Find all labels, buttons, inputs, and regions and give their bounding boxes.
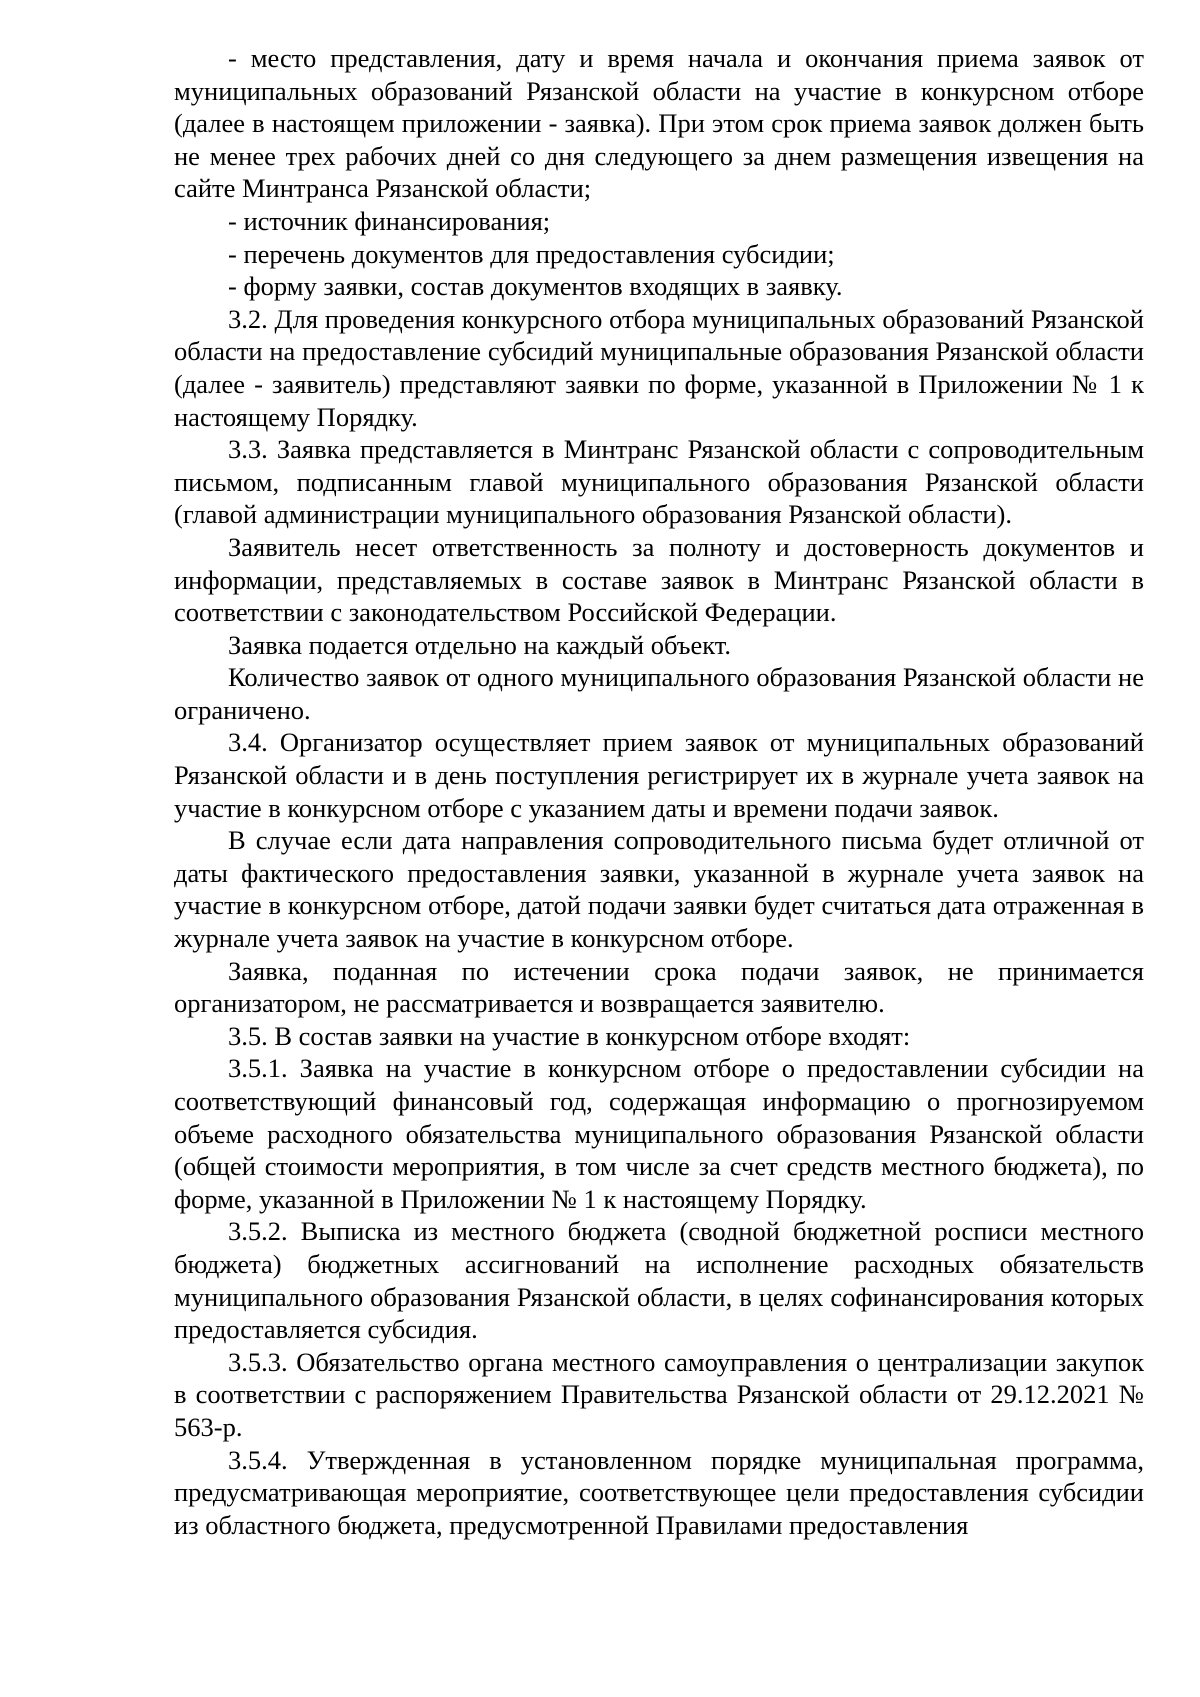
paragraph-section-3-5-1: 3.5.1. Заявка на участие в конкурсном отборе о предоставлении субсидии на соответствующий финансовый год, содержащая информацию о прогнозируемом объеме расходного обязательства муниципального образования Рязанской области (общей стоимости мероприятия, в том числе за счет средств местного бюджета), по форме, указанной в Приложении № 1 к настоящему Порядку. bbox=[174, 1053, 1144, 1214]
paragraph-submission-date: В случае если дата направления сопроводительного письма будет отличной от даты фактического предоставления заявки, указанной в журнале учета заявок на участие в конкурсном отборе, датой подачи заявки будет считаться дата отраженная в журнале учета заявок на участие в конкурсном отборе. bbox=[174, 825, 1144, 954]
paragraph-section-3-5-2: 3.5.2. Выписка из местного бюджета (сводной бюджетной росписи местного бюджета) бюджетных ассигнований на исполнение расходных обязательств муниципального образования Рязанской области, в целях софинансирования которых предоставляется субсидия. bbox=[174, 1216, 1144, 1345]
paragraph-section-3-2: 3.2. Для проведения конкурсного отбора муниципальных образований Рязанской области на предоставление субсидий муниципальные образования Рязанской области (далее - заявитель) представляют заявки по форме, указанной в Приложении № 1 к настоящему Порядку. bbox=[174, 303, 1144, 432]
paragraph-section-3-5-4: 3.5.4. Утвержденная в установленном порядке муниципальная программа, предусматривающая мероприятие, соответствующее цели предоставления субсидии из областного бюджета, предусмотренной Правилами предоставления bbox=[174, 1444, 1144, 1540]
paragraph-section-3-3: 3.3. Заявка представляется в Минтранс Рязанской области с сопроводительным письмом, подписанным главой муниципального образования Рязанской области (главой администрации муниципального образования Рязанской области). bbox=[174, 434, 1144, 530]
paragraph-documents-list: - перечень документов для предоставления субсидии; bbox=[228, 238, 835, 269]
document-page bbox=[174, 42, 1144, 1541]
paragraph-unlimited-applications: Количество заявок от одного муниципального образования Рязанской области не ограничено. bbox=[174, 662, 1144, 725]
paragraph-applicant-responsibility: Заявитель несет ответственность за полноту и достоверность документов и информации, представляемых в составе заявок в Минтранс Рязанской области в соответствии с законодательством Российской Федерации. bbox=[174, 531, 1144, 628]
paragraph-late-applications: Заявка, поданная по истечении срока подачи заявок, не принимается организатором, не рассматривается и возвращается заявителю. bbox=[174, 955, 1144, 1019]
paragraph-per-object: Заявка подается отдельно на каждый объект. bbox=[228, 629, 731, 660]
paragraph-section-3-4: 3.4. Организатор осуществляет прием заявок от муниципальных образований Рязанской области и в день поступления регистрирует их в журнале учета заявок на участие в конкурсном отборе с указанием даты и времени подачи заявок. bbox=[174, 727, 1144, 823]
paragraph-application-place-dates: - место представления, дату и время начала и окончания приема заявок от муниципальных образований Рязанской области на участие в конкурсном отборе (далее в настоящем приложении - заявка). При этом срок приема заявок должен быть не менее трех рабочих дней со дня следующего за днем размещения извещения на сайте Минтранса Рязанской области; bbox=[174, 43, 1144, 204]
paragraph-application-form: - форму заявки, состав документов входящих в заявку. bbox=[228, 271, 843, 302]
paragraph-section-3-5: 3.5. В состав заявки на участие в конкурсном отборе входят: bbox=[228, 1020, 911, 1051]
paragraph-funding-source: - источник финансирования; bbox=[228, 205, 551, 236]
paragraph-section-3-5-3: 3.5.3. Обязательство органа местного самоуправления о централизации закупок в соответствии с распоряжением Правительства Рязанской области от 29.12.2021 № 563-р. bbox=[174, 1346, 1144, 1442]
